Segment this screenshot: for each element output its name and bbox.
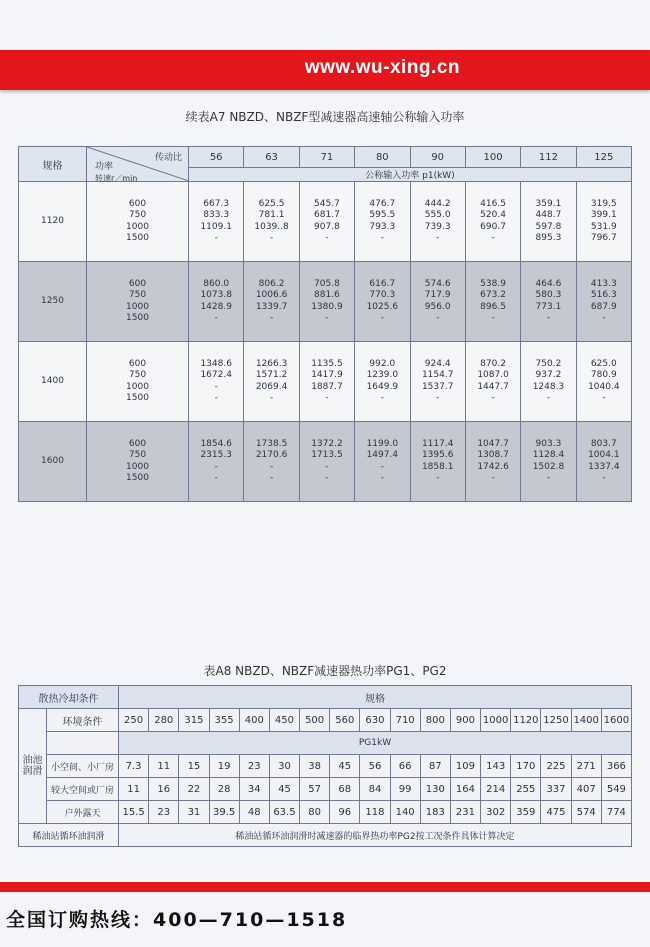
value-cell: 130 [420,778,450,801]
value-cell: 1266.3 1571.2 2069.4 - [255,358,288,403]
table-group [19,182,632,262]
value-cell: 667.3 833.3 1109.1 - [200,198,232,243]
row-label: 户外露天 [47,801,119,824]
cooling-header: 散热冷却条件 [19,686,119,709]
ratio-col: 63 [244,147,299,168]
speed-header: 转速r／min [95,174,138,183]
size-cell: 1120 [511,709,541,732]
value-cell: 750.2 937.2 1248.3 - [532,358,565,403]
size-cell: 1600 [601,709,631,732]
spec-cell: 1400 [19,342,87,422]
value-cell: 319.5 399.1 531.9 796.7 [590,198,617,243]
value-cell: 118 [360,801,390,824]
ratio-col: 71 [299,147,354,168]
value-cell: 80 [300,801,330,824]
spec-cell: 1120 [19,182,87,262]
table-a7-caption: 续表A7 NBZD、NBZF型减速器高速轴公称输入功率 [185,110,465,124]
site-url[interactable]: www.wu-xing.cn [304,57,460,78]
speed-cell: 600 750 1000 1500 [126,198,149,243]
size-cell: 900 [450,709,480,732]
table-a7 [18,146,632,502]
value-cell: 96 [330,801,360,824]
value-cell: 109 [450,755,480,778]
value-cell: 99 [390,778,420,801]
value-cell: 924.4 1154.7 1537.7 - [421,358,454,403]
ratio-col: 125 [576,147,631,168]
value-cell: 1738.5 2170.6 - - [255,438,288,483]
size-cell: 400 [239,709,269,732]
value-cell: 164 [450,778,480,801]
ratio-col: 80 [355,147,410,168]
size-cell: 1250 [541,709,571,732]
env-header: 环境条件 [47,709,119,732]
value-cell: 170 [511,755,541,778]
value-cell: 66 [390,755,420,778]
value-cell: 545.7 681.7 907.8 - [314,198,340,243]
value-cell: 225 [541,755,571,778]
value-cell: 39.5 [209,801,239,824]
value-cell: 84 [360,778,390,801]
table-group [19,422,632,502]
spec-header: 规格 [19,147,87,182]
value-cell: 616.7 770.3 1025.6 - [366,278,399,323]
size-cell: 280 [149,709,179,732]
size-cell: 1400 [571,709,601,732]
value-cell: 28 [209,778,239,801]
value-cell: 23 [239,755,269,778]
value-cell: 271 [571,755,601,778]
value-cell: 214 [481,778,511,801]
spec-header: 规格 [119,686,632,709]
size-cell: 560 [330,709,360,732]
value-cell: 45 [269,778,299,801]
size-cell: 500 [300,709,330,732]
ratio-col: 112 [521,147,576,168]
value-cell: 1348.6 1672.4 - - [200,358,232,403]
row-label: 小空间、小厂房 [47,755,119,778]
table-group [19,262,632,342]
value-cell: 30 [269,755,299,778]
thin-oil-label: 稀油站循环油润滑 [19,824,119,847]
thin-oil-note: 稀油站循环油润滑时减速器的临界热功率PG2按工况条件具体计算决定 [119,824,632,847]
value-cell: 870.2 1087.0 1447.7 - [477,358,509,403]
value-cell: 705.8 881.6 1380.9 - [311,278,343,323]
value-cell: 231 [450,801,480,824]
value-cell: 68 [330,778,360,801]
value-cell: 1135.5 1417.9 1887.7 - [311,358,343,403]
value-cell: 359.1 448.7 597.8 895.3 [535,198,562,243]
speed-cell: 600 750 1000 1500 [126,358,149,403]
value-cell: 143 [481,755,511,778]
spec-cell: 1250 [19,262,87,342]
ratio-col: 56 [189,147,244,168]
size-cell: 1000 [481,709,511,732]
value-cell: 140 [390,801,420,824]
value-cell: 1854.6 2315.3 - - [200,438,232,483]
value-cell: 625.5 781.1 1039..8 - [254,198,289,243]
size-cell: 450 [269,709,299,732]
value-cell: 57 [300,778,330,801]
value-cell: 19 [209,755,239,778]
size-cell: 710 [390,709,420,732]
value-cell: 87 [420,755,450,778]
value-cell: 992.0 1239.0 1649.9 - [366,358,399,403]
top-banner [0,50,650,90]
size-cell: 800 [420,709,450,732]
value-cell: 48 [239,801,269,824]
value-cell: 359 [511,801,541,824]
value-cell: 806.2 1006.6 1339.7 - [255,278,288,323]
value-cell: 903.3 1128.4 1502.8 - [532,438,565,483]
value-cell: 413.3 516.3 687.9 - [590,278,617,323]
value-cell: 63.5 [269,801,299,824]
value-cell: 22 [179,778,209,801]
value-cell: 31 [179,801,209,824]
value-cell: 11 [119,778,149,801]
value-cell: 1117.4 1395.6 1858.1 - [421,438,454,483]
value-cell: 774 [601,801,631,824]
value-cell: 1372.2 1713.5 - - [311,438,343,483]
value-cell: 7.3 [119,755,149,778]
value-cell: 11 [149,755,179,778]
table-a8-caption: 表A8 NBZD、NBZF减速器热功率PG1、PG2 [203,664,447,678]
oil-pool-label: 油池 润滑 [22,754,43,777]
value-cell: 574.6 717.9 956.0 - [424,278,451,323]
ratio-header: 传动比 [154,153,182,163]
value-cell: 38 [300,755,330,778]
ratio-col: 90 [410,147,465,168]
value-cell: 15.5 [119,801,149,824]
value-cell: 538.9 673.2 896.5 - [480,278,506,323]
row-label: 较大空间或厂房 [47,778,119,801]
value-cell: 1199.0 1497.4 - - [366,438,399,483]
value-cell: 15 [179,755,209,778]
table-a8 [18,685,632,847]
ratio-col: 100 [465,147,520,168]
hotline-text: 全国订购热线：400—710—1518 [6,909,348,931]
spec-cell: 1600 [19,422,87,502]
power-header: 功率 [95,162,114,172]
value-cell: 16 [149,778,179,801]
value-cell: 302 [481,801,511,824]
value-cell: 444.2 555.0 739.3 - [424,198,451,243]
speed-cell: 600 750 1000 1500 [126,278,149,323]
size-cell: 630 [360,709,390,732]
value-cell: 416.5 520.4 690.7 - [480,198,506,243]
table-group [19,342,632,422]
value-cell: 407 [571,778,601,801]
unit-row: 公称输入功率 p1(kW) [189,168,632,182]
value-cell: 255 [511,778,541,801]
value-cell: 45 [330,755,360,778]
value-cell: 1047.7 1308.7 1742.6 - [477,438,509,483]
size-cell: 250 [119,709,149,732]
value-cell: 574 [571,801,601,824]
value-cell: 803.7 1004.1 1337.4 - [588,438,620,483]
value-cell: 475 [541,801,571,824]
value-cell: 476.7 595.5 793.3 - [369,198,396,243]
value-cell: 464.6 580.3 773.1 - [535,278,562,323]
value-cell: 625.0 780.9 1040.4 - [588,358,620,403]
footer-bar [0,882,650,892]
value-cell: 337 [541,778,571,801]
value-cell: 860.0 1073.8 1428.9 - [200,278,232,323]
speed-cell: 600 750 1000 1500 [126,438,149,483]
diagonal-header [87,147,189,182]
size-cell: 355 [209,709,239,732]
size-cell: 315 [179,709,209,732]
unit-row: PG1kW [119,732,632,755]
value-cell: 34 [239,778,269,801]
value-cell: 183 [420,801,450,824]
value-cell: 23 [149,801,179,824]
value-cell: 549 [601,778,631,801]
value-cell: 366 [601,755,631,778]
value-cell: 56 [360,755,390,778]
